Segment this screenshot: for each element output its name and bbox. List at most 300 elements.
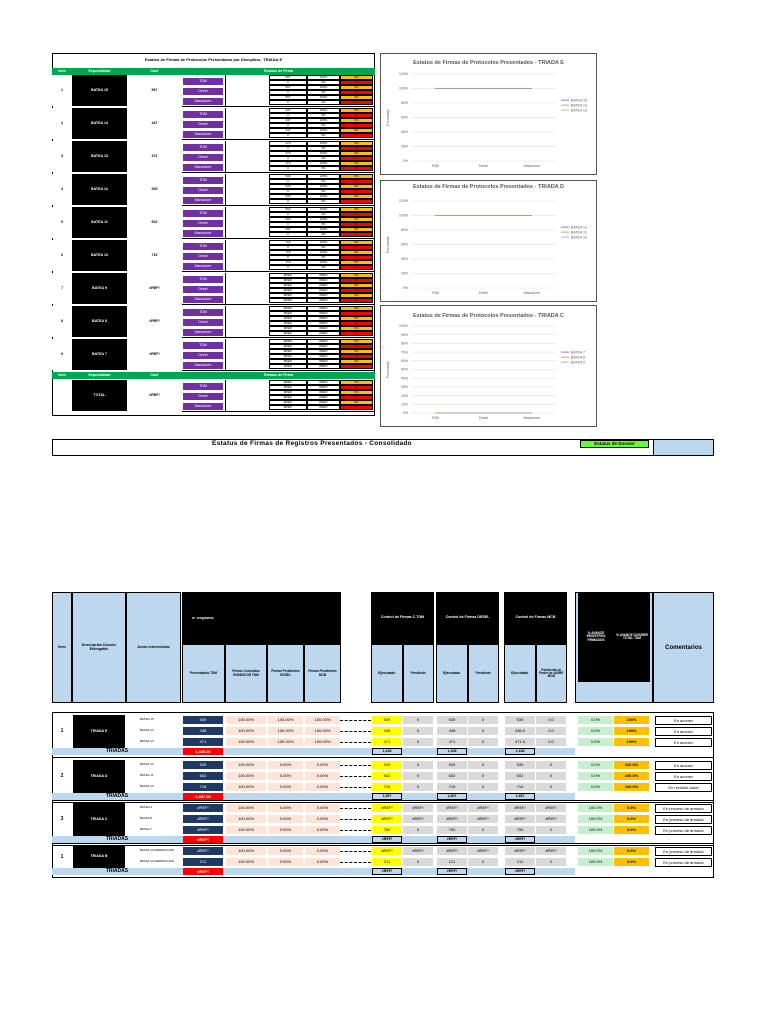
- discipline-label: TDM: [183, 144, 223, 151]
- row-ej-mcb: #REF!: [505, 847, 535, 855]
- pendiente-header: Pendiente: [403, 644, 435, 703]
- row-avance-dossier: 100%: [614, 738, 649, 746]
- status-percent: 100%: [307, 151, 340, 156]
- discipline-label: TDM: [183, 276, 223, 283]
- status-count: 716: [269, 250, 307, 255]
- row-ej-tdm: 539: [372, 716, 402, 724]
- y-tick-label: 60%: [400, 359, 408, 363]
- row-firmas-mcb: 0.00%: [305, 772, 340, 780]
- group-item: 1: [60, 728, 64, 734]
- row-firmas-tdm: 100.00%: [226, 727, 266, 735]
- status-count: #REF!: [269, 288, 307, 293]
- status-count: #REF!: [269, 349, 307, 354]
- row-comentario: En revisión casel: [655, 783, 712, 792]
- row-area: BATEA 10: [140, 785, 154, 788]
- status-percent: 0%: [307, 265, 340, 270]
- status-flag: 0: [340, 395, 373, 400]
- row-avance-registros: 0.0%: [578, 761, 613, 769]
- status-percent: #REF!: [307, 306, 340, 311]
- triadas-total-desel: #REF!: [437, 836, 467, 843]
- status-count: 0: [269, 222, 307, 227]
- discipline-label: TDM: [183, 383, 223, 390]
- status-flag: 0%: [340, 95, 373, 100]
- block-item: 1: [52, 75, 72, 106]
- row-registros: 438: [183, 727, 223, 735]
- row-ej-desel: 438: [437, 727, 467, 735]
- row-ej-mcb: 211: [505, 858, 535, 866]
- status-flag: 0%: [340, 380, 373, 385]
- status-count: 602: [269, 217, 307, 222]
- row-firmas-desel: 0.00%: [268, 847, 303, 855]
- status-count: 602: [269, 207, 307, 212]
- row-firmas-desel: 0.00%: [268, 826, 303, 834]
- status-count: 0: [269, 113, 307, 118]
- status-flag: 0%: [340, 217, 373, 222]
- row-registros: #REF!: [183, 815, 223, 823]
- status-count: 0: [269, 166, 307, 171]
- col-areas: Areas Intervenidas: [126, 592, 181, 703]
- block-cant: #REF!: [149, 318, 160, 323]
- status-flag: 0%: [340, 306, 373, 311]
- status-count: 0: [269, 156, 307, 161]
- row-area: BATEA 9: [140, 806, 152, 809]
- status-percent: 0%: [307, 90, 340, 95]
- row-registros: 716: [183, 783, 223, 791]
- status-count: #REF!: [269, 321, 307, 326]
- status-flag: 0: [340, 156, 373, 161]
- row-pend-mcb: 0: [536, 761, 566, 769]
- status-percent: 0%: [307, 212, 340, 217]
- discipline-label: TDM: [183, 111, 223, 118]
- status-percent: 0%: [307, 245, 340, 250]
- y-tick-label: 20%: [400, 144, 408, 149]
- status-flag: 0%: [340, 390, 373, 395]
- row-ej-tdm: #REF!: [372, 847, 402, 855]
- row-ej-desel: 539: [437, 761, 467, 769]
- status-percent: 0%: [307, 222, 340, 227]
- discipline-label: Desel: [183, 253, 223, 260]
- status-percent: 100%: [307, 141, 340, 146]
- row-pend-mcb: #REF!: [536, 804, 566, 812]
- row-firmas-tdm: 100.00%: [226, 738, 266, 746]
- row-pend-tdm: 0: [403, 727, 433, 735]
- status-count: 0: [269, 123, 307, 128]
- row-pend-tdm: 0: [403, 738, 433, 746]
- total-header-estatus: Estatus de Firma: [182, 372, 375, 379]
- status-flag: 0%: [340, 85, 373, 90]
- total-header-cant: Cant: [127, 372, 182, 379]
- status-percent: 0%: [307, 123, 340, 128]
- y-tick-label: 40%: [400, 257, 408, 262]
- status-percent: 100%: [307, 217, 340, 222]
- legend-label: BATEA 10: [571, 235, 587, 240]
- discipline-label: Desel: [183, 319, 223, 326]
- row-pend-tdm: #REF!: [403, 847, 433, 855]
- block-especialidad: BATEA 14: [72, 108, 127, 139]
- row-pend-tdm: 0: [403, 783, 433, 791]
- row-ej-desel: 539: [437, 716, 467, 724]
- status-flag: 0: [340, 133, 373, 138]
- control-label: Control de Firmas DESEL: [445, 615, 490, 620]
- ejecutado-header: Ejecutado: [371, 644, 403, 703]
- row-pend-desel: 0: [468, 727, 498, 735]
- row-avance-registros: 0.0%: [578, 716, 613, 724]
- chart-plot: [381, 54, 596, 174]
- row-area: BATEA 13 REPARACION: [140, 849, 175, 852]
- status-percent: #REF!: [307, 273, 340, 278]
- pendiente-header: Pendiente en Poder de ASIRE MCB: [536, 644, 568, 703]
- row-pend-mcb: 0: [536, 858, 566, 866]
- row-ej-tdm: 716: [372, 783, 402, 791]
- row-firmas-desel: 0.00%: [268, 804, 303, 812]
- subheader: Presentados TDM: [182, 644, 225, 703]
- status-percent: 0%: [307, 133, 340, 138]
- chart-title: Estatus de Firmas de Protocolos Presentados - TRIADA E: [413, 60, 564, 66]
- discipline-label: Mancolore: [183, 329, 223, 336]
- row-pend-desel: 0: [468, 783, 498, 791]
- chart-title: Estatus de Firmas de Protocolos Presentados - TRIADA D: [412, 184, 565, 190]
- block-especialidad: BATEA 13: [72, 141, 127, 172]
- y-axis-label: Porcentaje: [386, 109, 390, 126]
- chart-plot: [381, 181, 596, 301]
- row-avance-dossier: 100%: [614, 716, 649, 724]
- x-tick-label: Mancolore: [523, 291, 541, 295]
- status-flag: 0%: [340, 339, 373, 344]
- discipline-label: Mancolore: [183, 263, 223, 270]
- status-percent: 100%: [307, 184, 340, 189]
- status-flag: 0%: [340, 207, 373, 212]
- row-area: BATEA 11: [140, 774, 154, 777]
- row-ej-mcb: #REF!: [505, 815, 535, 823]
- status-count: 567: [269, 75, 307, 80]
- row-avance-dossier: 100.0%: [614, 783, 649, 791]
- row-avance-dossier: 0.0%: [614, 826, 649, 834]
- row-area: BATEA 12: [140, 763, 154, 766]
- row-avance-registros: 100.0%: [578, 815, 613, 823]
- subheader: Firmas Pendientes DESEL: [267, 644, 304, 703]
- y-tick-label: 120%: [399, 72, 408, 77]
- triadas-label: TRIADAS: [105, 748, 129, 754]
- status-count: #REF!: [269, 405, 307, 410]
- block-especialidad: BATEA 11: [72, 207, 127, 238]
- group-item: 2: [60, 773, 64, 779]
- status-percent: 100%: [307, 95, 340, 100]
- row-firmas-mcb: 0.00%: [305, 783, 340, 791]
- row-firmas-mcb: 0.00%: [305, 858, 340, 866]
- status-flag: 0: [340, 288, 373, 293]
- discipline-label: Desel: [183, 393, 223, 400]
- triadas-total-tdm: 1,857: [372, 793, 402, 800]
- row-ej-tdm: 211: [372, 858, 402, 866]
- row-registros: 539: [183, 716, 223, 724]
- group-desc: TRIADA E: [73, 715, 125, 748]
- row-pend-tdm: 0: [403, 858, 433, 866]
- status-percent: 100%: [307, 227, 340, 232]
- status-flag: 0: [340, 232, 373, 237]
- y-tick-label: 60%: [400, 242, 408, 247]
- status-flag: 0%: [340, 118, 373, 123]
- total-header-item: Item: [52, 372, 72, 379]
- dossier-status-label: Estatus de Dossier: [580, 440, 649, 448]
- status-count: 0: [269, 189, 307, 194]
- row-pend-mcb: 0.0: [536, 727, 566, 735]
- status-flag: 0: [340, 321, 373, 326]
- status-count: #REF!: [269, 364, 307, 369]
- discipline-label: Desel: [183, 220, 223, 227]
- chart-triada-c: [380, 305, 597, 427]
- discipline-label: Mancolore: [183, 403, 223, 410]
- status-count: 447: [269, 128, 307, 133]
- status-count: #REF!: [269, 311, 307, 316]
- row-registros: 602: [183, 772, 223, 780]
- row-registros: #REF!: [183, 847, 223, 855]
- y-tick-label: 80%: [400, 228, 408, 233]
- control-label: Control de Firmas C.TDM: [380, 615, 425, 620]
- status-percent: 0%: [307, 199, 340, 204]
- y-axis-label: Porcentaje: [386, 236, 390, 253]
- status-percent: #REF!: [307, 364, 340, 369]
- status-count: 0: [269, 232, 307, 237]
- row-avance-registros: 100.0%: [578, 826, 613, 834]
- triadas-label: TRIADAS: [105, 793, 129, 799]
- status-count: #REF!: [269, 316, 307, 321]
- block-especialidad: BATEA 9: [72, 273, 127, 304]
- status-percent: 100%: [307, 250, 340, 255]
- row-firmas-desel: 100.00%: [268, 738, 303, 746]
- row-comentario: En proceso de armado: [655, 815, 712, 824]
- row-firmas-desel: 0.00%: [268, 815, 303, 823]
- row-pend-tdm: #REF!: [403, 804, 433, 812]
- status-count: #REF!: [269, 273, 307, 278]
- y-tick-label: 40%: [400, 376, 408, 381]
- triadas-total: 1,448.00: [183, 748, 223, 755]
- row-area: BATEA 7: [140, 828, 152, 831]
- status-count: #REF!: [269, 298, 307, 303]
- legend-label: BATEA 14: [571, 103, 587, 108]
- x-tick-label: Mancolore: [523, 416, 541, 420]
- status-percent: 0%: [307, 146, 340, 151]
- status-flag: 0: [340, 311, 373, 316]
- row-avance-registros: 100.0%: [578, 804, 613, 812]
- row-pend-desel: #REF!: [468, 847, 498, 855]
- x-tick-label: TDM: [431, 416, 439, 420]
- discipline-label: Mancolore: [183, 230, 223, 237]
- block-cant: 716: [151, 252, 158, 257]
- x-tick-label: Desel: [479, 416, 488, 420]
- status-percent: #REF!: [307, 344, 340, 349]
- chart-plot: [381, 306, 596, 426]
- legend-label: BATEA 13: [571, 108, 587, 113]
- row-area: BATEA 13: [140, 740, 154, 743]
- row-firmas-tdm: 100.00%: [226, 761, 266, 769]
- row-avance-registros: 100.0%: [578, 858, 613, 866]
- row-firmas-desel: 0.00%: [268, 783, 303, 791]
- status-percent: #REF!: [307, 331, 340, 336]
- status-flag: 0%: [340, 400, 373, 405]
- status-count: #REF!: [269, 344, 307, 349]
- row-ej-desel: #REF!: [437, 847, 467, 855]
- top-title: Estatus de Firmas de Protocolos Presentados por Disciplina - TRIADA E: [144, 57, 283, 62]
- x-tick-label: Desel: [479, 291, 488, 295]
- subheader: Firmas Conceidas ENDEAVOR TDM: [225, 644, 267, 703]
- group-item: 3: [60, 816, 64, 822]
- row-firmas-tdm: 100.00%: [226, 847, 266, 855]
- status-percent: 100%: [307, 108, 340, 113]
- block-especialidad: TOTAL: [72, 380, 127, 411]
- status-percent: #REF!: [307, 321, 340, 326]
- discipline-label: TDM: [183, 78, 223, 85]
- row-ej-mcb: 471.0: [505, 738, 535, 746]
- y-tick-label: 0%: [402, 411, 408, 416]
- consolidado-title: Estatus de Firmas de Registros Presentados - Consolidado: [212, 440, 412, 447]
- chart-triada-e: [380, 53, 597, 175]
- row-avance-dossier: 100%: [614, 727, 649, 735]
- triadas-total-mcb: #REF!: [505, 868, 535, 875]
- status-percent: 100%: [307, 207, 340, 212]
- block-especialidad: BATEA 15: [72, 75, 127, 106]
- status-flag: 0: [340, 278, 373, 283]
- row-registros: #REF!: [183, 804, 223, 812]
- row-firmas-desel: 0.00%: [268, 761, 303, 769]
- row-ej-mcb: 716: [505, 783, 535, 791]
- status-percent: #REF!: [307, 385, 340, 390]
- status-count: 0: [269, 245, 307, 250]
- triadas-total: #REF!: [183, 836, 223, 843]
- triadas-total-desel: 1,857: [437, 793, 467, 800]
- status-percent: 0%: [307, 255, 340, 260]
- block-item: 9: [52, 339, 72, 370]
- group-desc: TRIADA D: [73, 760, 125, 793]
- triadas-total-tdm: #REF!: [372, 836, 402, 843]
- status-flag: 0%: [340, 283, 373, 288]
- subheader: Firmas Pendientes MCB: [304, 644, 341, 703]
- status-flag: 0%: [340, 273, 373, 278]
- legend-label: BATEA 15: [571, 98, 587, 103]
- row-registros: 211: [183, 858, 223, 866]
- row-pend-tdm: 0: [403, 761, 433, 769]
- y-tick-label: 0%: [402, 286, 408, 291]
- x-tick-label: TDM: [431, 164, 439, 168]
- discipline-label: Mancolore: [183, 98, 223, 105]
- status-count: 0: [269, 100, 307, 105]
- row-firmas-mcb: 100.00%: [305, 727, 340, 735]
- row-pend-desel: 0: [468, 716, 498, 724]
- status-flag: 0: [340, 90, 373, 95]
- status-flag: 0%: [340, 184, 373, 189]
- status-flag: 0: [340, 385, 373, 390]
- row-firmas-mcb: 0.00%: [305, 826, 340, 834]
- status-flag: 0: [340, 100, 373, 105]
- triadas-total-mcb: 1,448: [505, 748, 535, 755]
- row-ej-desel: 750: [437, 826, 467, 834]
- row-registros: #REF!: [183, 826, 223, 834]
- row-pend-desel: 0: [468, 738, 498, 746]
- row-ej-mcb: 438.0: [505, 727, 535, 735]
- discipline-label: Mancolore: [183, 131, 223, 138]
- status-count: 0: [269, 255, 307, 260]
- y-tick-label: 90%: [400, 332, 408, 337]
- status-count: #REF!: [269, 331, 307, 336]
- status-percent: #REF!: [307, 316, 340, 321]
- block-item: 2: [52, 108, 72, 139]
- status-flag: 0: [340, 80, 373, 85]
- status-flag: 0: [340, 354, 373, 359]
- status-flag: 0: [340, 179, 373, 184]
- dossier-status-value: [653, 439, 714, 456]
- status-percent: #REF!: [307, 354, 340, 359]
- row-firmas-desel: 0.00%: [268, 772, 303, 780]
- status-percent: 0%: [307, 232, 340, 237]
- row-area: BATEA 15: [140, 718, 154, 721]
- legend-label: BATEA 11: [571, 230, 587, 235]
- y-tick-label: 80%: [400, 341, 408, 346]
- row-registros: 539: [183, 761, 223, 769]
- block-cant: 567: [151, 87, 158, 92]
- group-item: 1: [60, 853, 64, 860]
- pendiente-header: Pendiente: [468, 644, 500, 703]
- row-pend-mcb: 0: [536, 772, 566, 780]
- comentarios-header: Comentarios: [653, 592, 714, 703]
- chart-title: Estatus de Firmas de Protocolos Presentados - TRIADA C: [412, 313, 565, 319]
- row-firmas-mcb: 0.00%: [305, 847, 340, 855]
- row-comentario: En proceso de armado: [655, 847, 712, 856]
- status-count: 716: [269, 240, 307, 245]
- discipline-label: TDM: [183, 342, 223, 349]
- status-flag: 0: [340, 123, 373, 128]
- row-pend-mcb: 0: [536, 826, 566, 834]
- status-percent: 0%: [307, 113, 340, 118]
- discipline-label: Desel: [183, 154, 223, 161]
- y-tick-label: 120%: [399, 199, 408, 204]
- y-tick-label: 40%: [400, 130, 408, 135]
- legend-label: BATEA 12: [571, 225, 587, 230]
- block-especialidad: BATEA 8: [72, 306, 127, 337]
- col-desc: Descripción Dossier Entregable: [72, 592, 126, 703]
- status-count: #REF!: [269, 390, 307, 395]
- row-ej-tdm: #REF!: [372, 815, 402, 823]
- row-area: BATEA 14: [140, 729, 154, 732]
- row-pend-desel: #REF!: [468, 804, 498, 812]
- discipline-label: Mancolore: [183, 362, 223, 369]
- status-percent: #REF!: [307, 283, 340, 288]
- triadas-total-tdm: #REF!: [372, 868, 402, 875]
- status-count: 0: [269, 90, 307, 95]
- row-ej-desel: 211: [437, 858, 467, 866]
- triadas-label: TRIADAS: [105, 868, 129, 874]
- row-ej-tdm: #REF!: [372, 804, 402, 812]
- status-count: #REF!: [269, 354, 307, 359]
- status-flag: 0: [340, 265, 373, 270]
- status-flag: 0: [340, 405, 373, 410]
- block-cant: #REF!: [149, 285, 160, 290]
- triadas-total-desel: 1,448: [437, 748, 467, 755]
- col-item: Item: [52, 592, 72, 703]
- row-firmas-mcb: 100.00%: [305, 738, 340, 746]
- row-pend-desel: 0: [468, 858, 498, 866]
- status-count: 0: [269, 133, 307, 138]
- block-item: 5: [52, 207, 72, 238]
- row-firmas-tdm: 100.00%: [226, 783, 266, 791]
- status-count: #REF!: [269, 395, 307, 400]
- row-comentario: En proceso de armado: [655, 858, 712, 867]
- status-percent: 100%: [307, 85, 340, 90]
- row-ej-desel: 602: [437, 772, 467, 780]
- status-flag: 0%: [340, 174, 373, 179]
- status-flag: 0: [340, 255, 373, 260]
- block-especialidad: BATEA 12: [72, 174, 127, 205]
- row-firmas-tdm: 100.00%: [226, 804, 266, 812]
- avance-dossier-header: % AVANCE DOSSIER TOTAL TDM: [614, 592, 650, 682]
